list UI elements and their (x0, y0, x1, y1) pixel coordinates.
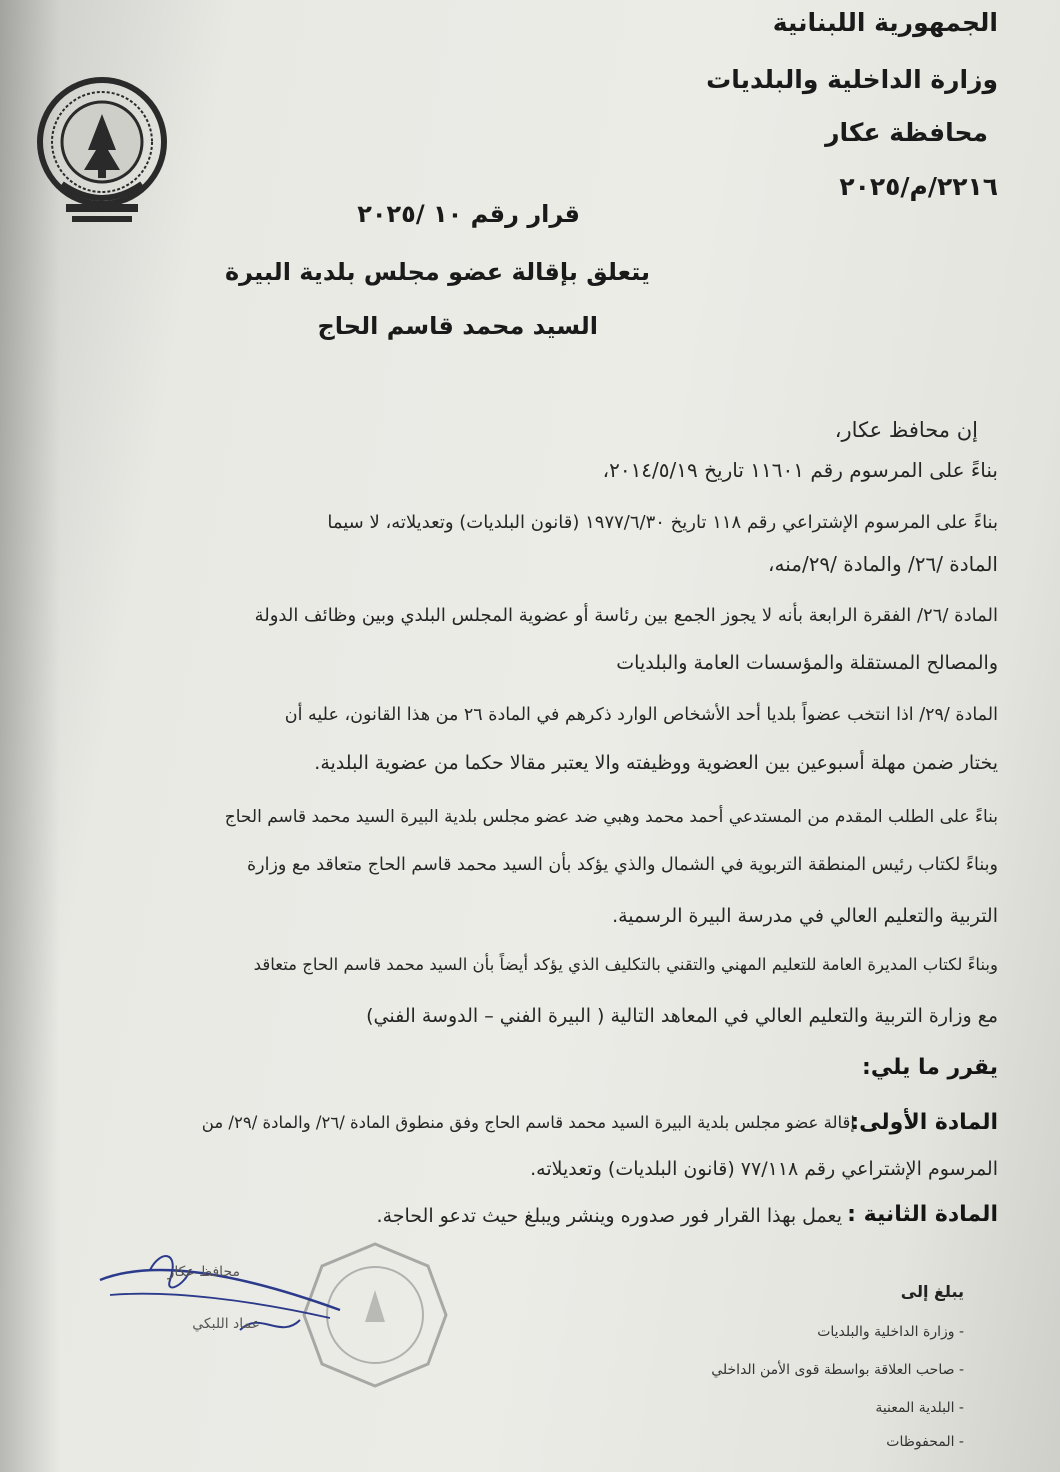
article-1-label: المادة الأولى: (850, 1110, 998, 1135)
handwritten-signature (90, 1240, 350, 1380)
article-1-text: إقالة عضو مجلس بلدية البيرة السيد محمد قاسم الحاج وفق منطوق المادة /٢٦/ والمادة /٢٩/ من (201, 1113, 855, 1132)
body-line: المادة /٢٦/ والمادة /٢٩/منه، (768, 552, 998, 576)
ministry-name: وزارة الداخلية والبلديات (706, 65, 998, 94)
distribution-item: - المحفوظات (886, 1434, 964, 1450)
opening-line: إن محافظ عكار، (834, 418, 978, 442)
body-line: يختار ضمن مهلة أسبوعين بين العضوية ووظيفته والا يعتبر مقالا حكما من عضوية البلدية. (314, 752, 998, 774)
body-line: مع وزارة التربية والتعليم العالي في المعاهد التالية ( البيرة الفني – الدوسة الفني) (366, 1005, 998, 1027)
body-line: بناءً على المرسوم الإشتراعي رقم ١١٨ تاريخ ١٩٧٧/٦/٣٠ (قانون البلديات) وتعديلاته، لا سيما (327, 512, 998, 533)
decision-subject: يتعلق بإقالة عضو مجلس بلدية البيرة (224, 258, 650, 286)
resolution-heading: يقرر ما يلي: (862, 1055, 998, 1080)
signature-name: عماد اللبكي (192, 1316, 260, 1332)
decision-number: قرار رقم ١٠ /٢٠٢٥ (357, 200, 580, 228)
body-line: بناءً على المرسوم رقم ١١٦٠١ تاريخ ٢٠١٤/٥/١٩، (602, 458, 998, 482)
body-line: المادة /٢٩/ اذا انتخب عضواً بلديا أحد الأشخاص الوارد ذكرهم في المادة ٢٦ من هذا القانون، عليه أن (284, 705, 998, 725)
emblem-logo (32, 72, 172, 232)
distribution-item: - صاحب العلاقة بواسطة قوى الأمن الداخلي (711, 1362, 964, 1378)
reference-number: ٢٢١٦/م/٢٠٢٥ (839, 172, 998, 201)
decision-subject-person: السيد محمد قاسم الحاج (317, 312, 598, 340)
body-line: التربية والتعليم العالي في مدرسة البيرة الرسمية. (612, 905, 998, 927)
body-line: وبناءً لكتاب المديرة العامة للتعليم المهني والتقني بالتكليف الذي يؤكد أيضاً بأن السيد محمد قاسم الحاج متعاقد (253, 955, 998, 974)
body-line: المادة /٢٦/ الفقرة الرابعة بأنه لا يجوز الجمع بين رئاسة أو عضوية المجلس البلدي وبين وظائف الدولة (254, 605, 998, 626)
body-line: بناءً على الطلب المقدم من المستدعي أحمد محمد وهبي ضد عضو مجلس بلدية البيرة السيد محمد قاسم الحاج (224, 807, 998, 827)
article-2-label: المادة الثانية : (847, 1202, 998, 1227)
article-1-text-continued: المرسوم الإشتراعي رقم ٧٧/١١٨ (قانون البلديات) وتعديلاته. (530, 1158, 998, 1180)
distribution-item: - البلدية المعنية (875, 1400, 964, 1416)
distribution-heading: يبلغ إلى (900, 1282, 964, 1301)
governorate-name: محافظة عكار (825, 118, 988, 147)
republic-name: الجمهورية اللبنانية (772, 8, 998, 37)
distribution-item: - وزارة الداخلية والبلديات (817, 1324, 964, 1340)
body-line: وبناءً لكتاب رئيس المنطقة التربوية في الشمال والذي يؤكد بأن السيد محمد قاسم الحاج متعاقد مع وزارة (247, 855, 998, 875)
body-line: والمصالح المستقلة والمؤسسات العامة والبلديات (616, 652, 998, 674)
signature-title: محافظ عكار (167, 1264, 240, 1280)
article-2-text: يعمل بهذا القرار فور صدوره وينشر ويبلغ حيث تدعو الحاجة. (376, 1205, 842, 1227)
